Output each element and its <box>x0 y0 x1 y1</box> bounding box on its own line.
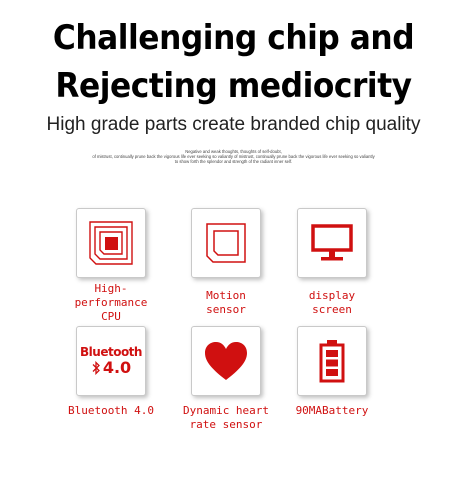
feature-label-motion-sensor: Motion sensor <box>206 289 246 316</box>
bluetooth-icon: Bluetooth 4.0 <box>80 345 142 377</box>
feature-label-cpu: High- performance CPU <box>74 282 148 323</box>
feature-box-heart-rate <box>191 326 261 396</box>
small-text-line-1: Negative and weak thoughts, thoughts of self-doubt, <box>185 149 282 154</box>
feature-box-cpu <box>76 208 146 278</box>
cpu-icon <box>86 218 136 268</box>
heart-icon <box>203 340 249 382</box>
bluetooth-symbol-icon <box>91 361 101 375</box>
subtitle: High grade parts create branded chip quality <box>46 114 421 135</box>
feature-box-bluetooth <box>76 326 146 396</box>
feature-box-motion-sensor <box>191 208 261 278</box>
small-text-line-3: to show forth the splendor and strength of the radiant inner self. <box>174 159 293 164</box>
feature-box-battery <box>297 326 367 396</box>
small-text-line-2: of mistrust, continually prune back the vigorous life ever seeking so valiantly of mistrust, continually prune back the vigorous life ever seeking so valiantly <box>92 154 375 159</box>
headline-line-2: Rejecting mediocrity <box>55 66 412 106</box>
motion-sensor-icon <box>201 218 251 268</box>
monitor-icon <box>309 220 355 266</box>
feature-label-heart-rate: Dynamic heart rate sensor <box>182 404 270 431</box>
feature-label-display: display screen <box>308 289 356 316</box>
battery-icon <box>317 338 347 384</box>
feature-box-display <box>297 208 367 278</box>
headline-line-1: Challenging chip and <box>52 18 415 58</box>
feature-label-battery: 90MABattery <box>295 404 369 417</box>
feature-label-bluetooth: Bluetooth 4.0 <box>67 404 155 417</box>
